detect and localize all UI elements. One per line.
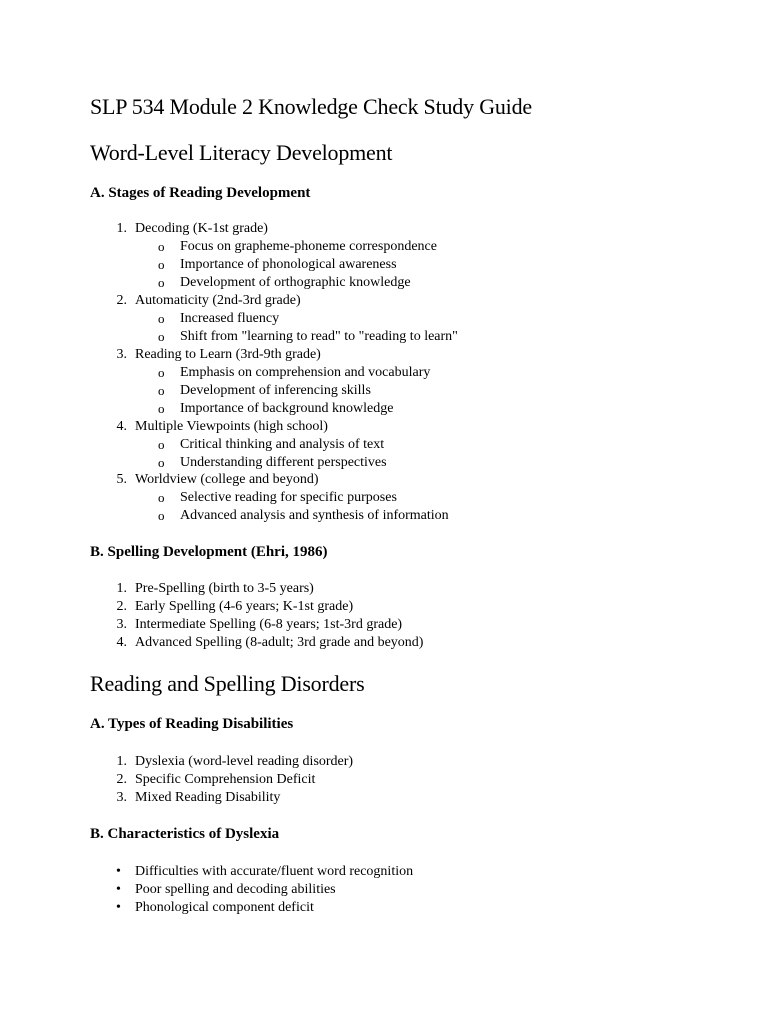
subsection-heading: B. Characteristics of Dyslexia: [90, 826, 280, 842]
list-number: 2.: [116, 293, 127, 308]
bullet-icon: •: [116, 882, 121, 897]
list-item-text: Early Spelling (4-6 years; K-1st grade): [135, 599, 354, 614]
sub-list-item-text: Understanding different perspectives: [180, 455, 387, 470]
sub-list-item-text: Importance of background knowledge: [180, 401, 394, 416]
list-item-text: Decoding (K-1st grade): [135, 221, 268, 236]
list-number: 3.: [116, 790, 127, 805]
bullet-item-text: Poor spelling and decoding abilities: [135, 882, 336, 897]
bullet-item-text: Difficulties with accurate/fluent word recognition: [135, 864, 414, 879]
list-number: 3.: [116, 617, 127, 632]
sub-list-item-text: Emphasis on comprehension and vocabulary: [180, 365, 431, 380]
list-item-text: Reading to Learn (3rd-9th grade): [135, 347, 321, 362]
sub-list-item-text: Advanced analysis and synthesis of information: [180, 508, 449, 523]
circle-bullet-icon: o: [158, 365, 165, 380]
sub-list-item-text: Importance of phonological awareness: [180, 257, 397, 272]
list-number: 5.: [116, 472, 127, 487]
list-item-text: Specific Comprehension Deficit: [135, 772, 316, 787]
circle-bullet-icon: o: [158, 275, 165, 290]
section-heading: Word-Level Literacy Development: [90, 140, 393, 165]
list-item-text: Pre-Spelling (birth to 3-5 years): [135, 581, 314, 596]
sub-list-item-text: Development of inferencing skills: [180, 383, 371, 398]
sub-list-item-text: Selective reading for specific purposes: [180, 490, 397, 505]
circle-bullet-icon: o: [158, 383, 165, 398]
circle-bullet-icon: o: [158, 311, 165, 326]
list-number: 4.: [116, 419, 127, 434]
sub-list-item-text: Increased fluency: [180, 311, 280, 326]
circle-bullet-icon: o: [158, 239, 165, 254]
list-number: 3.: [116, 347, 127, 362]
list-number: 1.: [116, 754, 127, 769]
list-item-text: Mixed Reading Disability: [135, 790, 281, 805]
circle-bullet-icon: o: [158, 437, 165, 452]
sub-list-item-text: Development of orthographic knowledge: [180, 275, 411, 290]
list-item-text: Multiple Viewpoints (high school): [135, 419, 328, 434]
subsection-heading: A. Stages of Reading Development: [90, 185, 311, 201]
list-number: 1.: [116, 221, 127, 236]
circle-bullet-icon: o: [158, 257, 165, 272]
bullet-item-text: Phonological component deficit: [135, 900, 314, 915]
list-number: 2.: [116, 599, 127, 614]
sub-list-item-text: Shift from "learning to read" to "reading to learn": [180, 329, 458, 344]
circle-bullet-icon: o: [158, 401, 165, 416]
list-item-text: Advanced Spelling (8-adult; 3rd grade and beyond): [135, 635, 424, 650]
list-number: 4.: [116, 635, 127, 650]
list-item-text: Automaticity (2nd-3rd grade): [135, 293, 301, 308]
list-number: 2.: [116, 772, 127, 787]
subsection-heading: B. Spelling Development (Ehri, 1986): [90, 544, 328, 560]
circle-bullet-icon: o: [158, 490, 165, 505]
document-title: SLP 534 Module 2 Knowledge Check Study Guide: [90, 94, 532, 119]
circle-bullet-icon: o: [158, 329, 165, 344]
list-item-text: Dyslexia (word-level reading disorder): [135, 754, 354, 769]
list-number: 1.: [116, 581, 127, 596]
circle-bullet-icon: o: [158, 455, 165, 470]
bullet-icon: •: [116, 900, 121, 915]
subsection-heading: A. Types of Reading Disabilities: [90, 716, 294, 732]
list-item-text: Intermediate Spelling (6-8 years; 1st-3rd grade): [135, 617, 403, 632]
bullet-icon: •: [116, 864, 121, 879]
sub-list-item-text: Focus on grapheme-phoneme correspondence: [180, 239, 437, 254]
list-item-text: Worldview (college and beyond): [135, 472, 319, 487]
section-heading: Reading and Spelling Disorders: [90, 671, 365, 696]
sub-list-item-text: Critical thinking and analysis of text: [180, 437, 385, 452]
circle-bullet-icon: o: [158, 508, 165, 523]
